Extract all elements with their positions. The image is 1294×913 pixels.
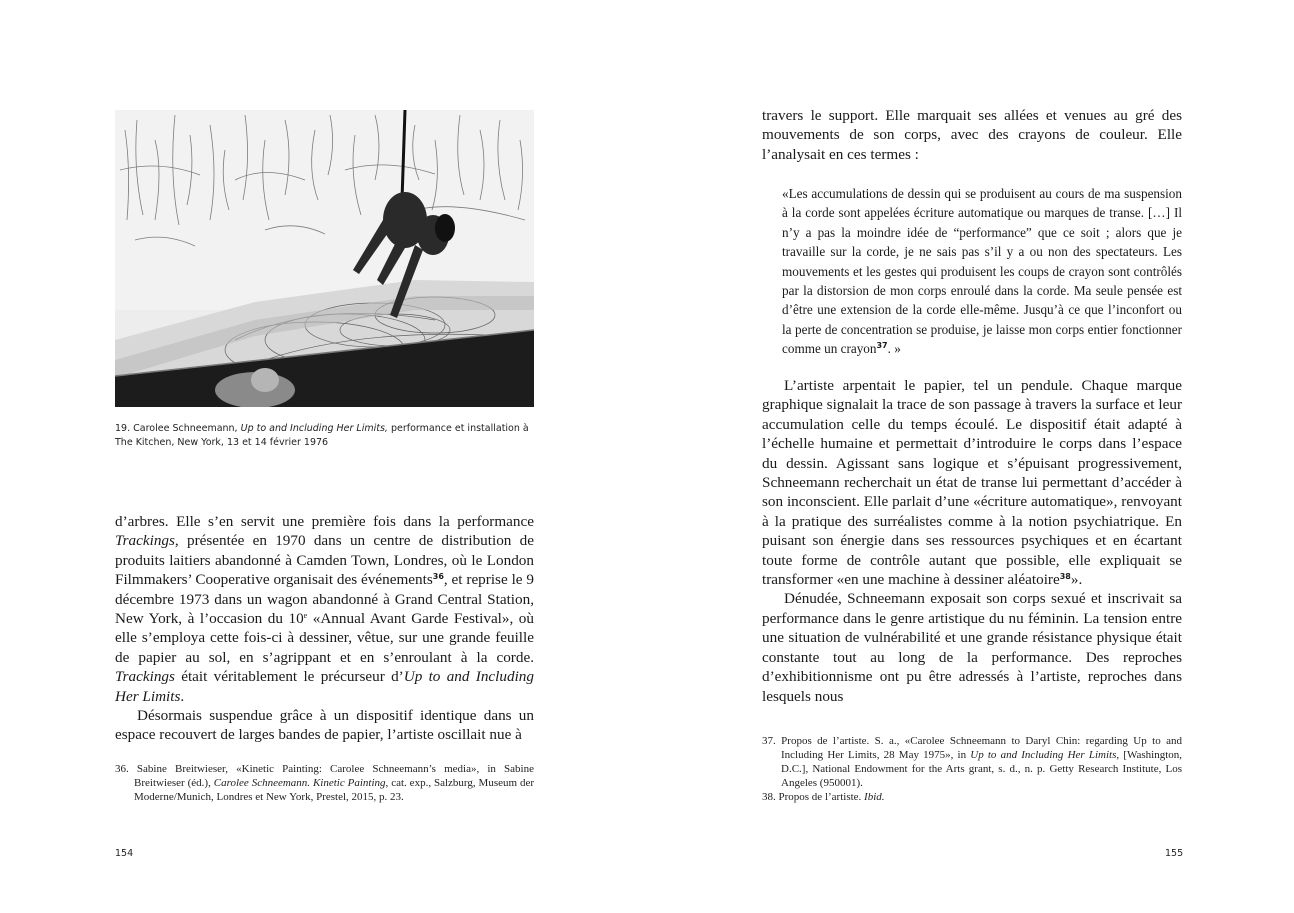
italic-title: Trackings [115, 532, 175, 550]
text-run: , présentée en 1970 dans un centre de distribution de produits laitiers abandonné à Camden Town, Londres, où le London Filmmakers’ Cooperative organisait des événements [115, 532, 534, 589]
performance-photo [115, 110, 534, 407]
text-run: . [180, 687, 185, 705]
text-run: «Les accumulations de dessin qui se produisent au cours de ma suspension à la corde sont appelées écriture automatique ou marques de transe. […] Il n’y a pas la moindre idée de “performance” que ce soit ; alors que je travaille sur la corde, je ne sais pas s’il y a ou non des spectateurs. Les mouvements et les gestes qui produisent les coups de crayon sont contrôlés par la distorsion de mon corps enroulé dans la corde. Ma seule pensée est d’être une extension de la corde elle-même. Jusqu’à ce que l’inconfort ou la perte de concentration se produise, je laisse mon corps entier fonctionner comme un crayon [782, 186, 1182, 357]
paragraph: travers le support. Elle marquait ses allées et venues au gré des mouvements de son corps, avec des crayons de couleur. Elle l’analysait en ces termes : [762, 107, 1182, 163]
text-run: . » [887, 341, 901, 357]
text-run: d’arbres. Elle s’en servit une première fois dans la performance [115, 513, 534, 530]
right-body-text-top [762, 106, 1182, 164]
page-number: 154 [115, 848, 134, 859]
caption-title: Up to and Including Her Limits, [240, 423, 388, 434]
italic-title: Ibid. [864, 791, 885, 803]
text-run: L’artiste arpentait le papier, tel un pendule. Chaque marque graphique signalait la trace de son passage à travers la surface et leur accumulation celle du temps écoulé. Le dispositif était adapté à l’échelle humaine et permettait d’introduire le corps dans l’espace du dessin. Agissant sans logique et s’épuisant progressivement, Schneemann recherchait un état de transe lui permettant d’accéder à son inconscient. Elle parlait d’une «écriture automatique», renvoyant à la pratique des surréalistes comme à la notion psychiatrique. En puisant son énergie dans ses ressources psychiques et en écartant toute forme de contrôle autant que possible, elle expliquait se transformer «en une machine à dessiner aléatoire [762, 377, 1182, 589]
italic-title: Up to and Including Her Limits [970, 749, 1117, 761]
italic-title: Carolee Schneemann. Kinetic Painting [213, 777, 386, 789]
right-body-text [762, 376, 1182, 706]
text-run: , et reprise le 9 décembre 1973 dans un wagon abandonné à Grand Central Station, New York, à l’occasion du 10 [115, 571, 534, 628]
text-run: 36. Sabine Breitwieser, «Kinetic Painting: Carolee Schneemann’s media», in Sabine Breitwieser (éd.), [115, 763, 534, 789]
italic-title: Trackings [115, 668, 175, 686]
text-run: «Annual Avant Garde Festival», où elle s’employa cette fois-ci à dessiner, vêtue, sur une grande feuille de papier au sol, en s’agrippant et en s’enroulant à la corde. [115, 610, 534, 666]
footnote-37 [762, 734, 1182, 790]
quote-text [782, 184, 1182, 359]
paragraph [115, 512, 534, 706]
text-run: était véritablement le précurseur d’ [174, 668, 404, 686]
right-page [647, 0, 1294, 913]
footnote-ref-37[interactable]: 37 [876, 341, 888, 351]
text-run: , [Washington, D.C.], National Endowment for the Arts grant, s. d., n. p. Getty Research Institute, Los Angeles (950001). [781, 749, 1182, 789]
caption-artist: Carolee Schneemann, [133, 423, 238, 434]
ordinal-suffix: e [303, 611, 308, 621]
footnote-ref-38[interactable]: 38 [1059, 572, 1071, 582]
italic-title: Up to and Including Her Limits [115, 668, 534, 705]
text-run: 37. Propos de l’artiste. S. a., «Carolee Schneemann to Daryl Chin: regarding Up to and Including Her Limits, 28 May 1975», in [762, 735, 1182, 761]
page-number: 155 [1165, 848, 1184, 859]
block-quote [782, 184, 1182, 359]
figure-photograph [115, 110, 534, 407]
paragraph: Désormais suspendue grâce à un dispositif identique dans un espace recouvert de larges bandes de papier, l’artiste oscillait nue à [115, 707, 534, 744]
paragraph [762, 376, 1182, 589]
footnotes [762, 734, 1182, 804]
caption-details: performance et installation à The Kitchen, New York, 13 et 14 février 1976 [115, 423, 529, 448]
left-body-text [115, 512, 534, 745]
caption-number: 19. [115, 423, 131, 434]
footnote-38 [762, 790, 1182, 804]
footnote-ref-36[interactable]: 36 [432, 572, 444, 582]
text-run: ». [1070, 571, 1083, 589]
footnotes [115, 762, 534, 804]
figure-caption [115, 422, 535, 450]
footnote-36 [115, 762, 534, 804]
text-run: , cat. exp., Salzburg, Museum der Moderne/Munich, Londres et New York, Prestel, 2015, p. 23. [134, 777, 535, 803]
text-run: 38. Propos de l’artiste. [762, 791, 865, 803]
paragraph: Dénudée, Schneemann exposait son corps sexué et inscrivait sa performance dans le genre artistique du nu féminin. La tension entre une situation de vulnérabilité et une grande résistance physique était constante tout au long de la performance. Des reproches d’exhibitionnisme ont pu être adressés à l’artiste, reproches dans lesquels nous [762, 590, 1182, 705]
